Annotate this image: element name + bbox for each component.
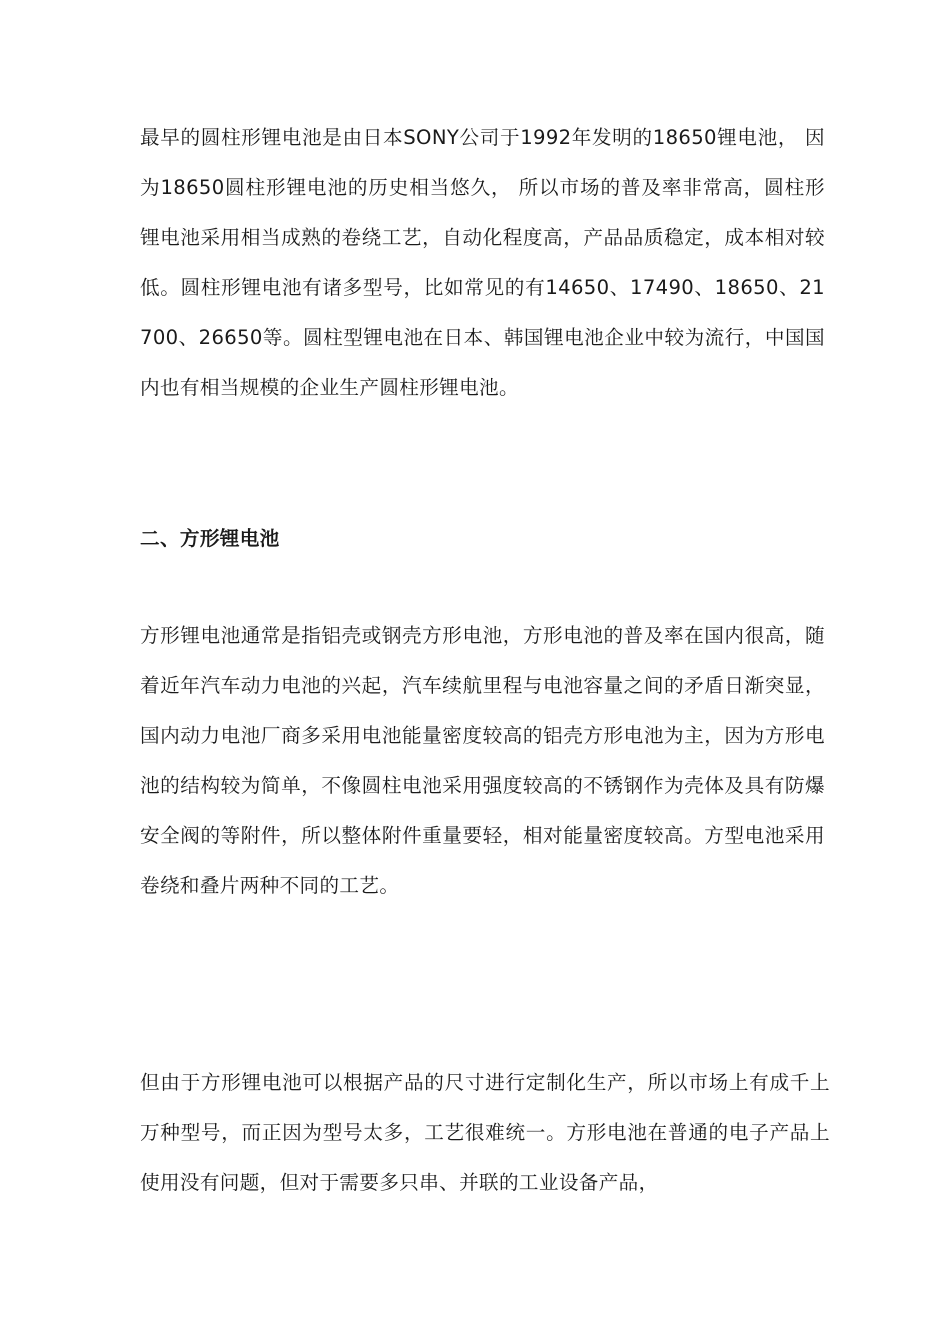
paragraph-prismatic-battery: 方形锂电池通常是指铝壳或钢壳方形电池，方形电池的普及率在国内很高，随着近年汽车动力电池的兴起，汽车续航里程与电池容量之间的矛盾日渐突显，国内动力电池厂商多采用电池能量密度较高的铝壳方形电池为主，因为方形电池的结构较为简单，不像圆柱电池采用强度较高的不锈钢作为壳体及具有防爆安全阀的等附件，所以整体附件重量要轻，相对能量密度较高。方型电池采用卷绕和叠片两种不同的工艺。 xyxy=(140,624,825,897)
paragraph-cylindrical-battery: 最早的圆柱形锂电池是由日本SONY公司于1992年发明的18650锂电池， 因为18650圆柱形锂电池的历史相当悠久， 所以市场的普及率非常高，圆柱形锂电池采用相当成熟的卷绕工艺，自动化程度高，产品品质稳定，成本相对较低。圆柱形锂电池有诸多型号，比如常见的有14650、17490、18650、21700、26650等。圆柱型锂电池在日本、韩国锂电池企业中较为流行，中国国内也有相当规模的企业生产圆柱形锂电池。 xyxy=(140,126,825,399)
section-heading-prismatic-battery: 二、方形锂电池 xyxy=(140,527,280,550)
paragraph-prismatic-customization: 但由于方形锂电池可以根据产品的尺寸进行定制化生产，所以市场上有成千上万种型号，而正因为型号太多，工艺很难统一。方形电池在普通的电子产品上使用没有问题，但对于需要多只串、并联的工业设备产品， xyxy=(140,1071,830,1194)
